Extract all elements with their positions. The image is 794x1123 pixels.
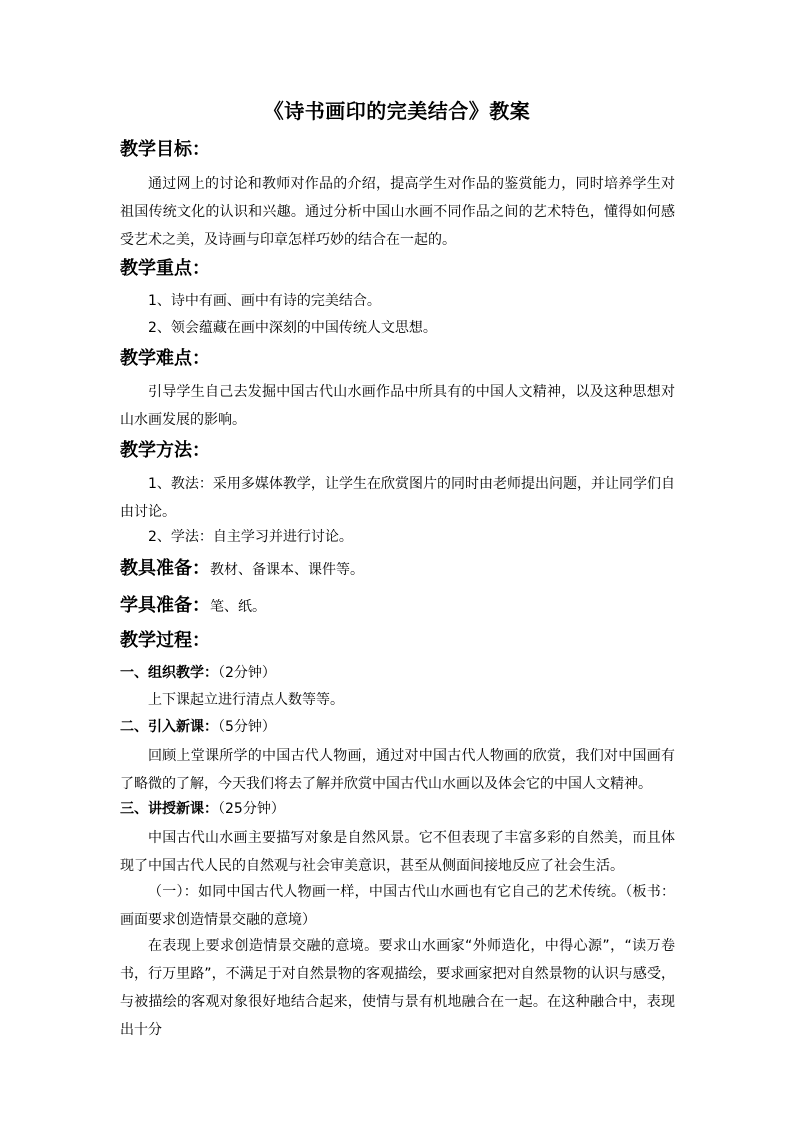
methods-item-teaching: 1、教法：采用多媒体教学，让学生在欣赏图片的同时由老师提出问题，并让同学们自由讨论。 bbox=[120, 476, 675, 520]
step-1-text: 上下课起立进行清点人数等等。 bbox=[148, 692, 344, 708]
step-2-time: （5分钟） bbox=[218, 719, 276, 735]
process-step-1 bbox=[120, 660, 276, 686]
difficulties-text: 引导学生自己去发掘中国古代山水画作品中所具有的中国人文精神，以及这种思想对山水画发展的影响。 bbox=[120, 384, 675, 428]
methods-item-learning: 2、学法：自主学习并进行讨论。 bbox=[148, 529, 353, 545]
step-3-text-1: 中国古代山水画主要描写对象是自然风景。它不但表现了丰富多彩的自然美，而且体现了中国古代人民的自然观与社会审美意识，甚至从侧面间接地反应了社会生活。 bbox=[120, 830, 675, 874]
step-1-label: 一、组织教学： bbox=[120, 665, 218, 681]
step-3-time: （25分钟） bbox=[218, 801, 285, 817]
key-points-heading: 教学重点： bbox=[120, 258, 210, 279]
step-2-label: 二、引入新课： bbox=[120, 719, 218, 735]
teaching-aids-heading: 教具准备： bbox=[120, 558, 210, 579]
methods-heading: 教学方法： bbox=[120, 440, 210, 461]
difficulties-heading: 教学难点： bbox=[120, 348, 210, 369]
student-aids-text: 笔、纸。 bbox=[210, 599, 266, 615]
objectives-text: 通过网上的讨论和教师对作品的介绍，提高学生对作品的鉴赏能力，同时培养学生对祖国传统文化的认识和兴趣。通过分析中国山水画不同作品之间的艺术特色，懂得如何感受艺术之美，及诗画与印章怎样巧妙的结合在一起的。 bbox=[120, 176, 675, 248]
step-1-time: （2分钟） bbox=[218, 665, 276, 681]
process-step-2 bbox=[120, 714, 276, 740]
key-point-item: 2、领会蕴藏在画中深刻的中国传统人文思想。 bbox=[148, 320, 437, 336]
key-point-item: 1、诗中有画、画中有诗的完美结合。 bbox=[148, 293, 381, 309]
teaching-aids-line bbox=[120, 556, 364, 583]
document-title: 《诗书画印的完美结合》教案 bbox=[263, 99, 531, 123]
step-3-text-2: （一）：如同中国古代人物画一样，中国古代山水画也有它自己的艺术传统。（板书：画面要求创造情景交融的意境） bbox=[120, 884, 675, 928]
student-aids-heading: 学具准备： bbox=[120, 595, 210, 616]
teaching-aids-text: 教材、备课本、课件等。 bbox=[210, 562, 364, 578]
step-2-text: 回顾上堂课所学的中国古代人物画，通过对中国古代人物画的欣赏，我们对中国画有了略微的了解，今天我们将去了解并欣赏中国古代山水画以及体会它的中国人文精神。 bbox=[120, 748, 675, 792]
step-3-label: 三、讲授新课： bbox=[120, 801, 218, 817]
objectives-heading: 教学目标： bbox=[120, 139, 210, 160]
student-aids-line bbox=[120, 593, 266, 620]
process-step-3 bbox=[120, 796, 285, 822]
step-3-text-3: 在表现上要求创造情景交融的意境。要求山水画家“外师造化，中得心源”，“读万卷书，行万里路”，不满足于对自然景物的客观描绘，要求画家把对自然景物的认识与感受，与被描绘的客观对象很好地结合起来，使情与景有机地融合在一起。在这种融合中，表现出十分 bbox=[120, 938, 675, 1038]
process-heading: 教学过程： bbox=[120, 630, 210, 651]
